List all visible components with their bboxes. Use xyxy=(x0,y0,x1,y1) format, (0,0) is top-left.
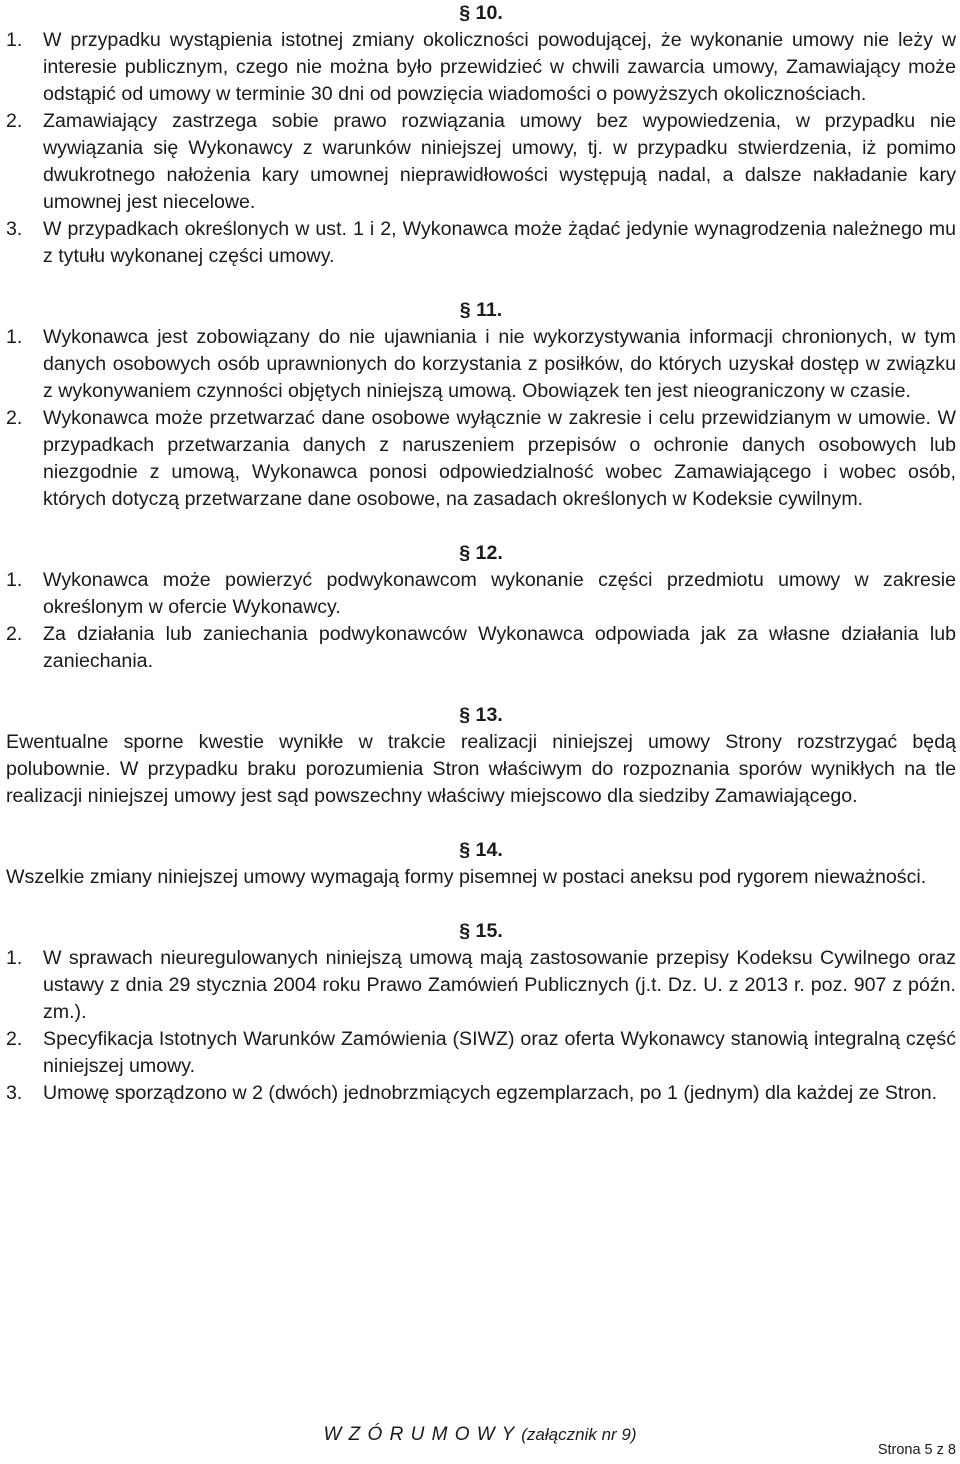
item-number: 1. xyxy=(6,947,23,969)
spacer xyxy=(6,810,956,837)
item-text: W sprawach nieuregulowanych niniejszą umową mają zastosowanie przepisy Kodeksu Cywilnego oraz ustawy z dnia 29 stycznia 2004 roku Prawo Zamówień Publicznych (j.t. Dz. U. z 2013 r. poz. 907 z późn. zm.). xyxy=(43,947,956,1023)
item-text: Zamawiający zastrzega sobie prawo rozwiązania umowy bez wypowiedzenia, w przypadku nie wywiązania się Wykonawcy z warunków niniejszej umowy, tj. w przypadku stwierdzenia, iż pomimo dwukrotnego nałożenia kary umownej nieprawidłowości występują nadal, a dalsze nakładanie kary umownej jest niecelowe. xyxy=(43,110,956,213)
item-text: Wykonawca może przetwarzać dane osobowe wyłącznie w zakresie i celu przewidzianym w umowie. W przypadkach przetwarzania danych z naruszeniem przepisów o ochronie danych osobowych lub niezgodnie z umową, Wykonawca ponosi odpowiedzialność wobec Zamawiającego i wobec osób, których dotyczą przetwarzane dane osobowe, na zasadach określonych w Kodeksie cywilnym. xyxy=(43,407,956,510)
section-paragraph: Ewentualne sporne kwestie wynikłe w trakcie realizacji niniejszej umowy Strony rozstrzygać będą polubownie. W przypadku braku porozumienia Stron właściwym do rozpoznania sporów wynikłych na tle realizacji niniejszej umowy jest sąd powszechny właściwy miejscowo dla siedziby Zamawiającego. xyxy=(6,731,956,807)
section-heading: § 10. xyxy=(459,2,503,24)
item-number: 2. xyxy=(6,110,23,132)
list-item xyxy=(6,27,956,108)
footer-note: (załącznik nr 9) xyxy=(521,1425,637,1444)
section-11 xyxy=(6,297,956,513)
list-item xyxy=(6,1026,956,1080)
section-14 xyxy=(6,837,956,891)
list-item xyxy=(6,405,956,513)
spacer xyxy=(6,513,956,540)
list-item xyxy=(6,216,956,270)
item-number: 3. xyxy=(6,218,23,240)
item-text: Wykonawca może powierzyć podwykonawcom wykonanie części przedmiotu umowy w zakresie określonym w ofercie Wykonawcy. xyxy=(43,569,956,618)
list-item xyxy=(6,945,956,1026)
item-text: Specyfikacja Istotnych Warunków Zamówienia (SIWZ) oraz oferta Wykonawcy stanowią integralną część niniejszej umowy. xyxy=(43,1028,956,1077)
list-item xyxy=(6,621,956,675)
item-number: 2. xyxy=(6,623,23,645)
item-number: 1. xyxy=(6,569,23,591)
section-heading: § 15. xyxy=(459,920,503,942)
section-paragraph: Wszelkie zmiany niniejszej umowy wymagają formy pisemnej w postaci aneksu pod rygorem nieważności. xyxy=(6,866,927,888)
section-13 xyxy=(6,702,956,810)
list-item xyxy=(6,567,956,621)
page-number: Strona 5 z 8 xyxy=(877,1442,956,1458)
section-heading: § 13. xyxy=(459,704,503,726)
section-heading: § 11. xyxy=(459,299,503,321)
section-10 xyxy=(6,0,956,270)
spacer xyxy=(6,675,956,702)
item-number: 1. xyxy=(6,326,23,348)
spacer xyxy=(6,270,956,297)
item-text: W przypadkach określonych w ust. 1 i 2, Wykonawca może żądać jedynie wynagrodzenia należnego mu z tytułu wykonanej części umowy. xyxy=(43,218,956,267)
section-12 xyxy=(6,540,956,675)
footer-title xyxy=(0,1421,960,1448)
list-item xyxy=(6,1080,956,1107)
footer-title-text: W Z Ó R U M O W Y xyxy=(323,1424,515,1445)
list-item xyxy=(6,108,956,216)
section-heading: § 14. xyxy=(459,839,503,861)
spacer xyxy=(6,891,956,918)
item-text: W przypadku wystąpienia istotnej zmiany okoliczności powodującej, że wykonanie umowy nie leży w interesie publicznym, czego nie można było przewidzieć w chwili zawarcia umowy, Zamawiający może odstąpić od umowy w terminie 30 dni od powzięcia wiadomości o powyższych okolicznościach. xyxy=(43,29,956,105)
item-text: Za działania lub zaniechania podwykonawców Wykonawca odpowiada jak za własne działania lub zaniechania. xyxy=(43,623,956,672)
item-number: 2. xyxy=(6,1028,23,1050)
list-item xyxy=(6,324,956,405)
item-number: 1. xyxy=(6,29,23,51)
section-15 xyxy=(6,918,956,1107)
item-text: Wykonawca jest zobowiązany do nie ujawniania i nie wykorzystywania informacji chronionych, w tym danych osobowych osób uprawnionych do korzystania z posiłków, do których uzyskał dostęp w związku z wykonywaniem czynności objętych niniejszą umową. Obowiązek ten jest nieograniczony w czasie. xyxy=(43,326,956,402)
item-number: 2. xyxy=(6,407,23,429)
item-text: Umowę sporządzono w 2 (dwóch) jednobrzmiących egzemplarzach, po 1 (jednym) dla każdej ze Stron. xyxy=(43,1082,938,1104)
section-heading: § 12. xyxy=(459,542,503,564)
item-number: 3. xyxy=(6,1082,23,1104)
document-page xyxy=(6,0,956,1107)
